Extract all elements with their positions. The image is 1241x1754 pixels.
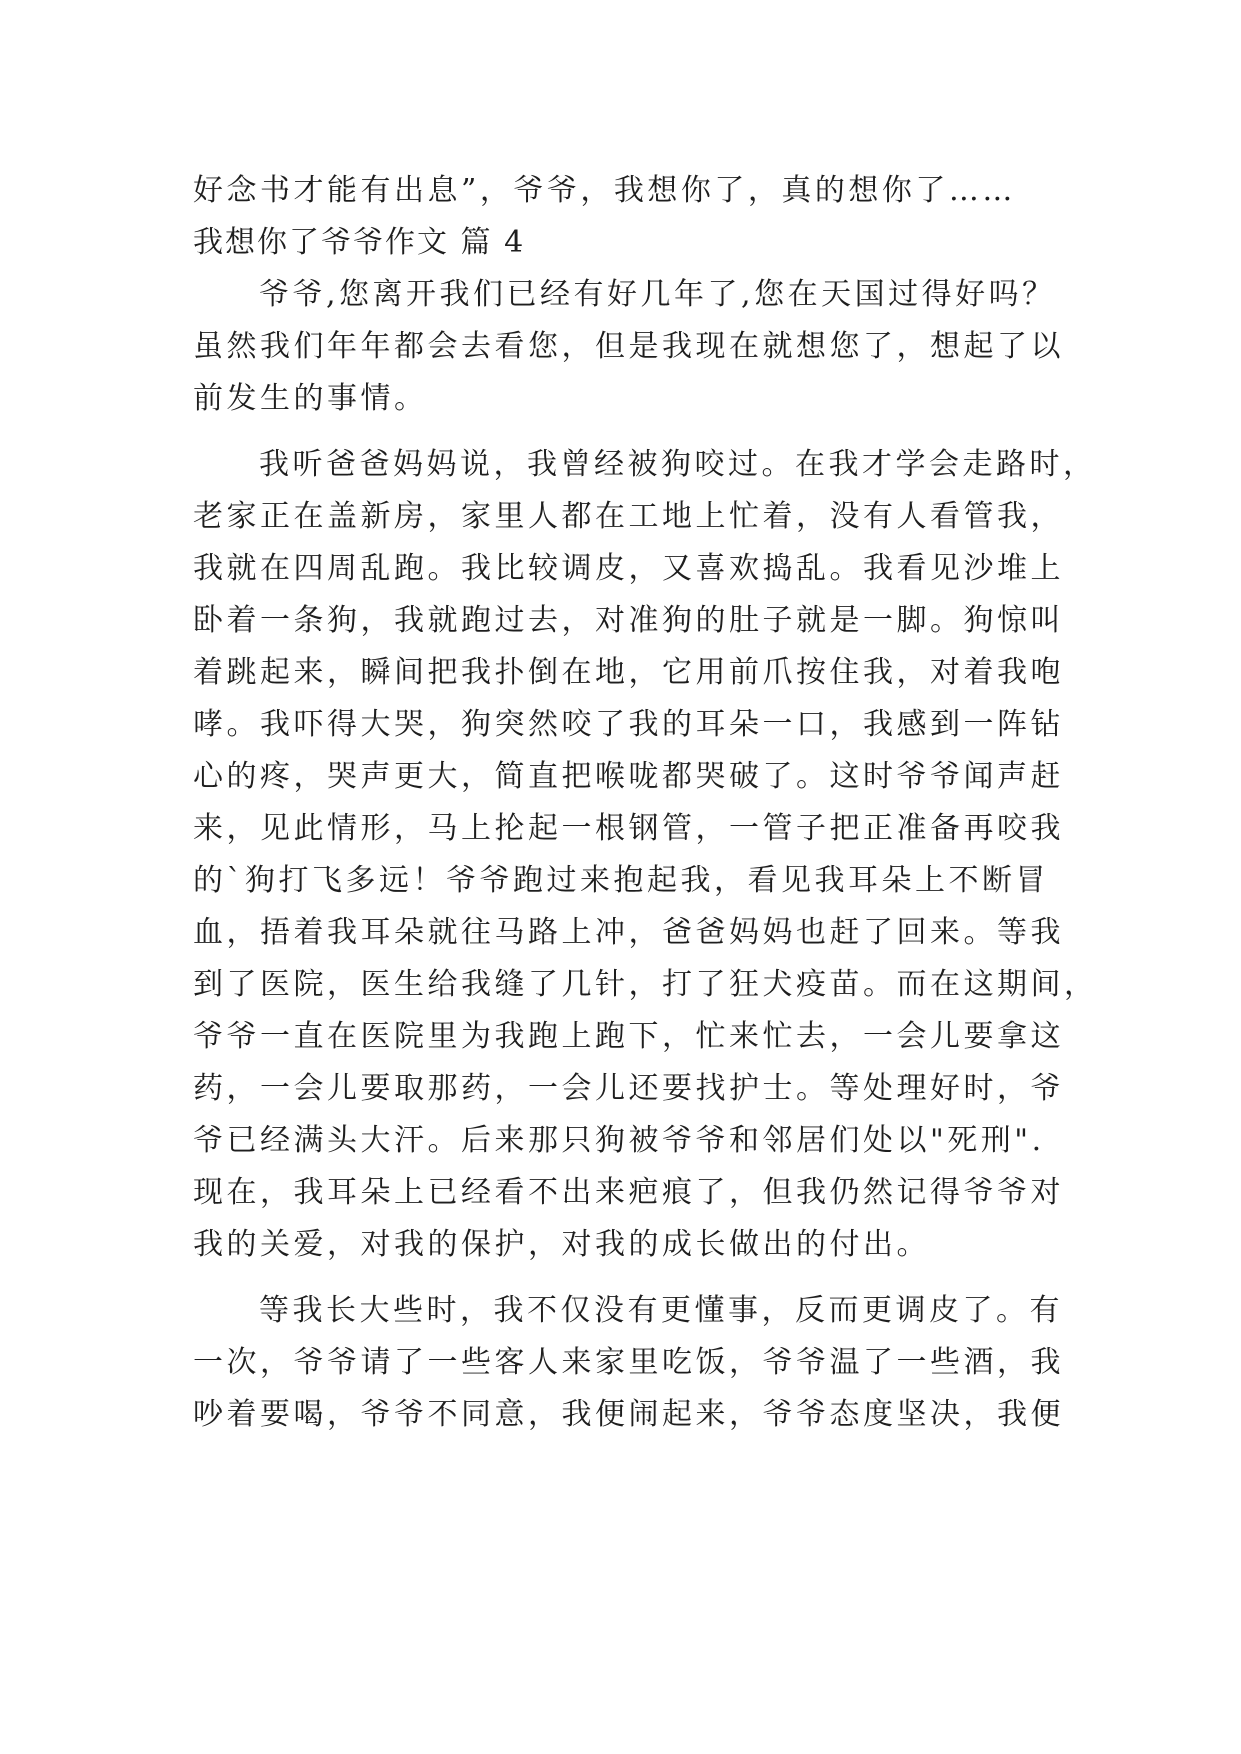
essay-text [193, 165, 1098, 1441]
text-line: 一次，爷爷请了一些客人来家里吃饭，爷爷温了一些酒，我 [193, 1345, 1064, 1380]
text-line: 我的关爱，对我的保护，对我的成长做出的付出。 [193, 1227, 930, 1262]
text-line: 着跳起来，瞬间把我扑倒在地，它用前爪按住我，对着我咆 [193, 655, 1064, 690]
text-line: 卧着一条狗，我就跑过去，对准狗的肚子就是一脚。狗惊叫 [193, 603, 1064, 638]
text-line: 来，见此情形，马上抡起一根钢管，一管子把正准备再咬我 [193, 811, 1064, 846]
text-line: 血，捂着我耳朵就往马路上冲，爸爸妈妈也赶了回来。等我 [193, 915, 1064, 950]
section-heading: 我想你了爷爷作文 篇 4 [193, 225, 526, 260]
text-line: 前发生的事情。 [193, 381, 428, 416]
text-line: 药，一会儿要取那药，一会儿还要找护士。等处理好时，爷 [193, 1071, 1064, 1106]
text-line: 好念书才能有出息”，爷爷，我想你了，真的想你了…… [193, 173, 1016, 208]
text-line: 我听爸爸妈妈说，我曾经被狗咬过。在我才学会走路时， [259, 447, 1097, 482]
text-line: 的`狗打飞多远！爷爷跑过来抱起我，看见我耳朵上不断冒 [193, 863, 1049, 898]
text-line: 现在，我耳朵上已经看不出来疤痕了，但我仍然记得爷爷对 [193, 1175, 1064, 1210]
text-line: 爷爷,您离开我们已经有好几年了,您在天国过得好吗？ [259, 277, 1056, 312]
text-line: 吵着要喝，爷爷不同意，我便闹起来，爷爷态度坚决，我便 [193, 1397, 1064, 1432]
text-line: 等我长大些时，我不仅没有更懂事，反而更调皮了。有 [259, 1293, 1063, 1328]
text-line: 爷爷一直在医院里为我跑上跑下，忙来忙去，一会儿要拿这 [193, 1019, 1064, 1054]
text-line: 到了医院，医生给我缝了几针，打了狂犬疫苗。而在这期间， [193, 967, 1098, 1002]
text-line: 心的疼，哭声更大，简直把喉咙都哭破了。这时爷爷闻声赶 [193, 759, 1064, 794]
text-line: 哮。我吓得大哭，狗突然咬了我的耳朵一口，我感到一阵钻 [193, 707, 1064, 742]
text-line: 爷已经满头大汗。后来那只狗被爷爷和邻居们处以"死刑". [193, 1123, 1045, 1158]
text-line: 我就在四周乱跑。我比较调皮，又喜欢捣乱。我看见沙堆上 [193, 551, 1064, 586]
text-line: 老家正在盖新房，家里人都在工地上忙着，没有人看管我， [193, 499, 1064, 534]
text-line: 虽然我们年年都会去看您，但是我现在就想您了，想起了以 [193, 329, 1064, 364]
